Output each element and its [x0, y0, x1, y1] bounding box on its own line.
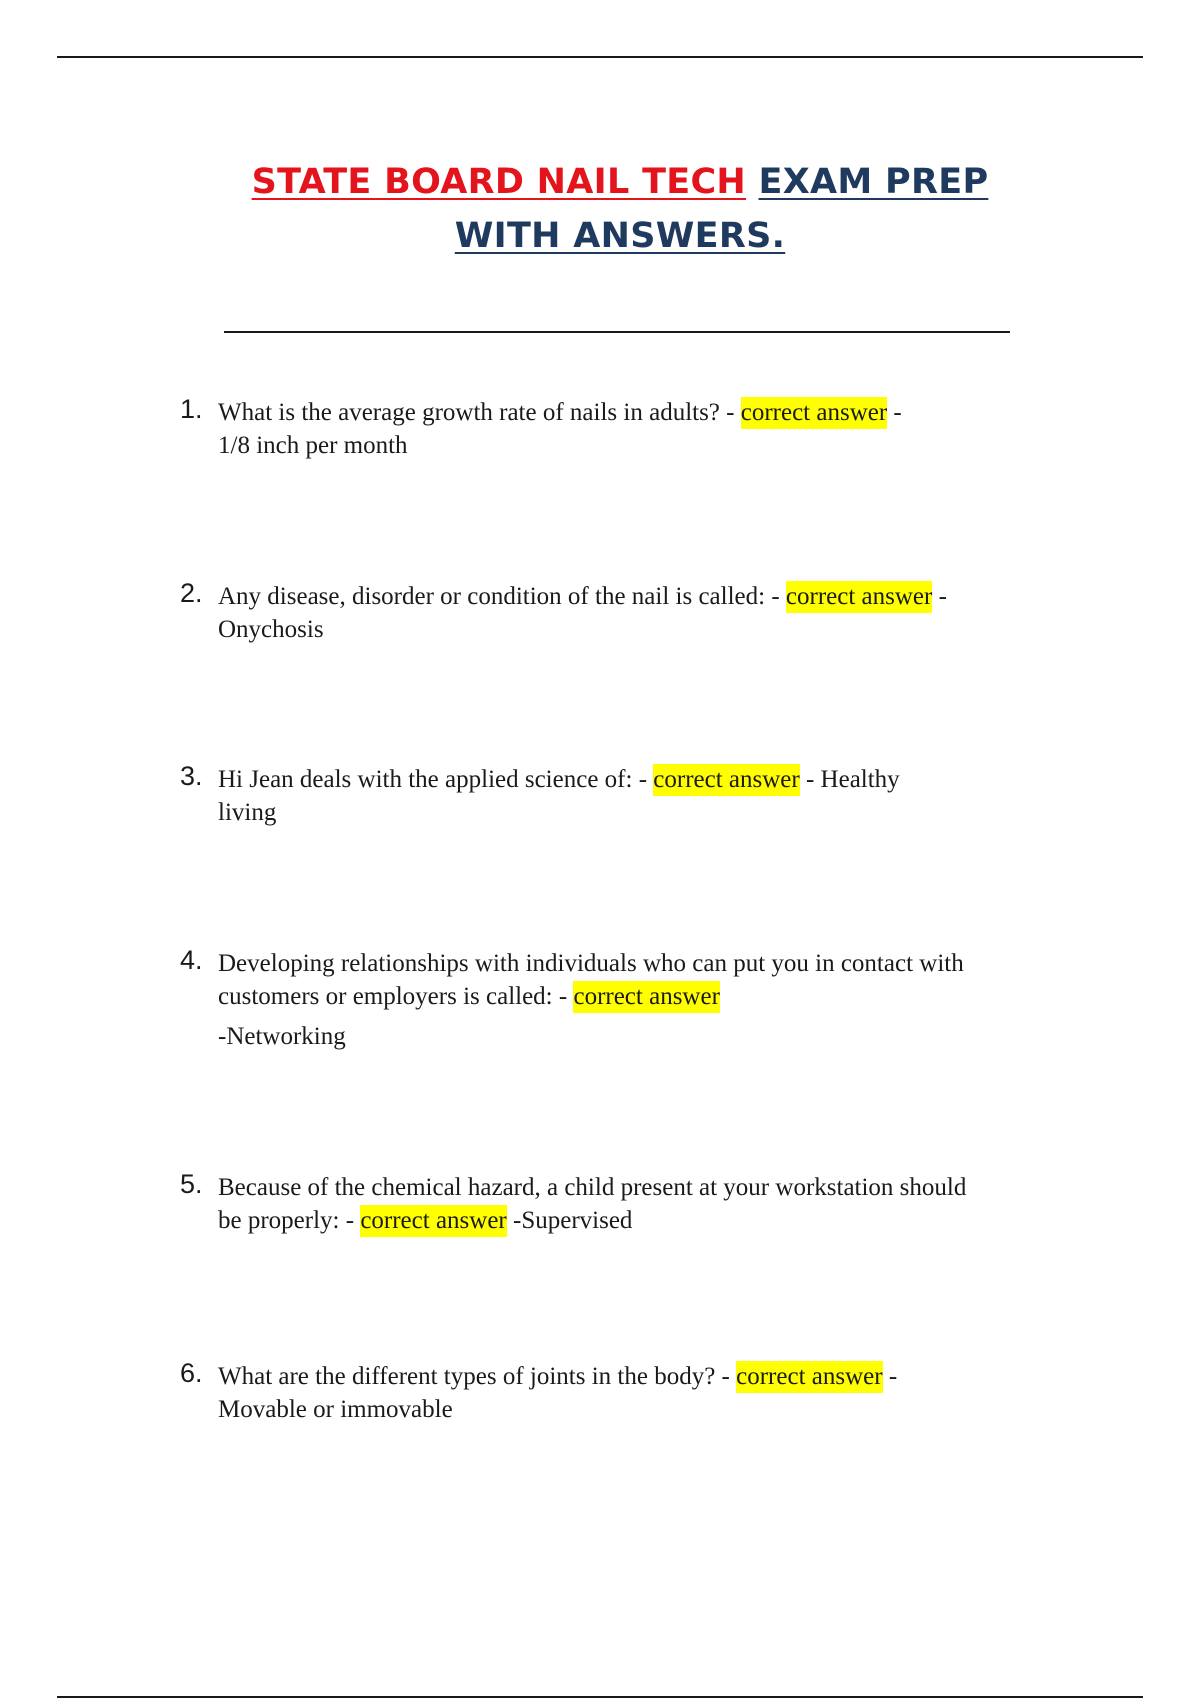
answer-text: -Networking	[218, 1023, 346, 1050]
question-text: What is the average growth rate of nails in adults? -	[218, 399, 741, 426]
item-number: 6.	[180, 1358, 203, 1388]
question-text: Hi Jean deals with the applied science of: -	[218, 766, 654, 793]
qa-item-2	[180, 580, 1040, 646]
after-text: -Supervised	[506, 1207, 633, 1234]
qa-item-1	[180, 396, 1040, 462]
qa-item-5	[180, 1171, 1040, 1237]
correct-answer-highlight: correct answer	[741, 397, 887, 429]
after-text: -	[932, 583, 947, 610]
title-navy-part-2: WITH ANSWERS.	[454, 216, 786, 256]
bottom-rule	[57, 1696, 1143, 1698]
answer-text: living	[218, 799, 277, 826]
question-text: Because of the chemical hazard, a child present at your workstation should be properly: -	[218, 1174, 967, 1234]
top-rule	[57, 56, 1143, 58]
qa-item-3	[180, 763, 1040, 829]
correct-answer-highlight: correct answer	[736, 1361, 882, 1393]
title-navy-part-1: EXAM PREP	[758, 162, 989, 202]
title-red-part: STATE BOARD NAIL TECH	[251, 162, 747, 202]
answer-text: 1/8 inch per month	[218, 432, 408, 459]
correct-answer-highlight: correct answer	[653, 764, 799, 796]
correct-answer-highlight: correct answer	[360, 1205, 506, 1237]
qa-item-6	[180, 1360, 1040, 1426]
item-number: 5.	[180, 1169, 203, 1199]
question-text: Developing relationships with individuals who can put you in contact with customers or employers is called: -	[218, 950, 964, 1010]
answer-text: Movable or immovable	[218, 1396, 453, 1423]
page-title	[160, 155, 1080, 263]
title-separator	[224, 331, 1010, 333]
item-number: 2.	[180, 578, 203, 608]
answer-text: Onychosis	[218, 616, 324, 643]
item-number: 3.	[180, 761, 203, 791]
correct-answer-highlight: correct answer	[573, 981, 719, 1013]
qa-item-4	[180, 947, 1040, 1053]
question-text: Any disease, disorder or condition of the nail is called: -	[218, 583, 786, 610]
after-text: - Healthy	[799, 766, 900, 793]
correct-answer-highlight: correct answer	[786, 581, 932, 613]
question-text: What are the different types of joints in the body? -	[218, 1363, 737, 1390]
item-number: 1.	[180, 394, 203, 424]
after-text: -	[882, 1363, 898, 1390]
after-text: -	[887, 399, 902, 426]
item-number: 4.	[180, 945, 203, 975]
